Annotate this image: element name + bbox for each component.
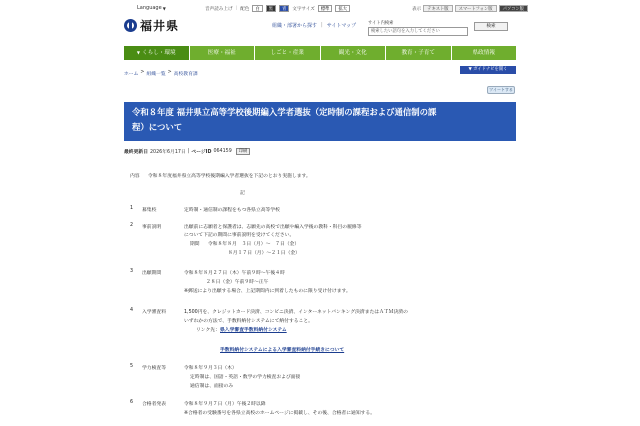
page-id: 064159 [213, 149, 232, 154]
section-text: 1,500円を、クレジットカード決済、コンビニ決済、インターネットバンキング決済またはＡＴＭ決済の [184, 310, 408, 315]
site-logo[interactable] [124, 17, 179, 34]
logo-text: 福井県 [140, 19, 180, 33]
period-text: ８月１７日（月）～２１日（金） [228, 251, 300, 256]
page-title-line2: 程）について [132, 122, 183, 132]
dropdown-triangle-icon: ▼ [162, 5, 166, 11]
size-standard-button[interactable]: 標準 [318, 5, 333, 12]
speech-link[interactable]: 音声読み上げ [205, 6, 233, 12]
text-size-label: 文字サイズ [292, 6, 315, 12]
section-heading: 入学審査料 [142, 310, 166, 315]
breadcrumb-home[interactable]: ホーム [124, 72, 139, 77]
section-text: ２８日（金）午前９時～正午 [206, 280, 269, 285]
section-text: 定時制は、国語・英語・数学の学力検査および面接 [190, 375, 301, 380]
period-label: 期間 [190, 242, 200, 247]
breadcrumb-separator: > [140, 70, 145, 75]
color-blue-button[interactable]: 青 [279, 5, 289, 12]
section-note: ※合格者の受験番号を各県立高校のホームページに掲載し、その後、合格者に通知する。 [184, 411, 376, 416]
section-number: 5 [130, 364, 134, 369]
section-heading: 合格者発表 [142, 402, 166, 407]
section-number: 4 [130, 308, 134, 313]
language-label: Language [137, 5, 162, 11]
section-heading: 事前説明 [142, 225, 162, 230]
color-white-button[interactable]: 白 [252, 5, 262, 12]
section-heading: 出願期間 [142, 271, 162, 276]
prefecture-emblem-icon [124, 19, 137, 32]
section-text: 令和８年９月７日（月）午後２時以降 [184, 402, 266, 407]
nav-government[interactable]: 県政情報 [452, 46, 517, 60]
nav-tourism[interactable]: 観光・文化 [321, 46, 386, 60]
intro-label: 内容 [130, 174, 140, 179]
display-label: 表示 [412, 6, 422, 12]
org-search-link[interactable]: 組織・部署から探す [272, 23, 318, 29]
pc-version-button[interactable]: パソコン版 [499, 5, 528, 12]
breadcrumb-org[interactable]: 組織一覧 [146, 72, 166, 77]
section-heading: 募集校 [142, 208, 157, 213]
sitemap-link[interactable]: サイトマップ [326, 23, 357, 29]
updated-label: 最終更新日 [124, 150, 148, 155]
guide-navi-button[interactable]: ▼ ガイドナビを開く [460, 66, 516, 74]
section-number: 6 [130, 400, 134, 405]
text-version-button[interactable]: テキスト版 [423, 5, 452, 12]
updated-date: 2026年6月17日 [150, 150, 186, 155]
page-id-label: ページID [191, 150, 212, 155]
section-note: ※郵送により出願する場合、上記期間内に到着したものに限り受け付けます。 [184, 289, 351, 294]
page-title [124, 102, 516, 141]
print-button[interactable]: 印刷 [236, 148, 251, 155]
section-text: 定時制・通信制の課程をもつ各県立高等学校 [184, 208, 280, 213]
section-text: 通信制は、面接のみ [190, 384, 234, 389]
section-text: 令和８年９月３日（木） [184, 366, 237, 371]
search-input[interactable]: 検索したい語句を入力してください [368, 27, 468, 36]
section-text: 出願前に志願者と保護者は、志願先の高校で出願や編入学後の教科・科目の履修等 [184, 225, 362, 230]
breadcrumb-separator: > [167, 70, 172, 75]
section-text: いずれかの方法で、手数料納付システムにて納付すること。 [184, 319, 313, 324]
color-label: 配色 [240, 6, 250, 12]
smartphone-version-button[interactable]: スマートフォン版 [455, 5, 497, 12]
section-text: について下記の期間に事前説明を受けてください。 [184, 233, 295, 238]
divider: | [187, 149, 190, 154]
nav-work[interactable]: しごと・産業 [255, 46, 320, 60]
link-label: リンク先： [196, 328, 220, 333]
divider: | [321, 22, 323, 28]
section-text: 令和８年８月２７日（木）午前９時～午後４時 [184, 271, 285, 276]
search-button[interactable]: 検索 [474, 22, 508, 31]
nav-medical[interactable]: 医療・福祉 [190, 46, 255, 60]
main-nav [124, 46, 516, 60]
chevron-down-icon: ▼ [468, 67, 474, 72]
fee-system-link[interactable]: 県入学審査手数料納付システム [220, 328, 287, 333]
breadcrumb-dept[interactable]: 高校教育課 [173, 72, 198, 77]
nav-living[interactable]: ▼ くらし・環境 [124, 46, 189, 60]
divider: | [235, 6, 238, 11]
intro-text: 令和８年度福井県立高等学校後期編入学者選抜を下記のとおり実施します。 [148, 174, 311, 179]
section-heading: 学力検査等 [142, 366, 166, 371]
search-label: サイト内検索 [368, 21, 394, 26]
nav-education[interactable]: 教育・子育て [386, 46, 451, 60]
page-meta [124, 148, 250, 155]
chevron-down-icon: ▼ [136, 50, 140, 55]
tweet-button[interactable]: ツイートする [487, 86, 515, 94]
section-number: 3 [130, 269, 134, 274]
ki-heading: 記 [240, 191, 245, 196]
period-text: 令和８年８月 ３日（月）～ ７日（金） [208, 242, 300, 247]
language-selector[interactable] [137, 5, 166, 11]
size-large-button[interactable]: 拡大 [335, 5, 350, 12]
breadcrumb [124, 70, 198, 77]
section-number: 1 [130, 206, 134, 211]
color-black-button[interactable]: 黒 [266, 5, 276, 12]
section-number: 2 [130, 223, 134, 228]
fee-procedure-link[interactable]: 手数料納付システムによる入学審査料納付手続きについて [220, 348, 345, 353]
page-title-line1: 令和８年度 福井県立高等学校後期編入学者選抜（定時制の課程および通信制の課 [132, 107, 437, 117]
